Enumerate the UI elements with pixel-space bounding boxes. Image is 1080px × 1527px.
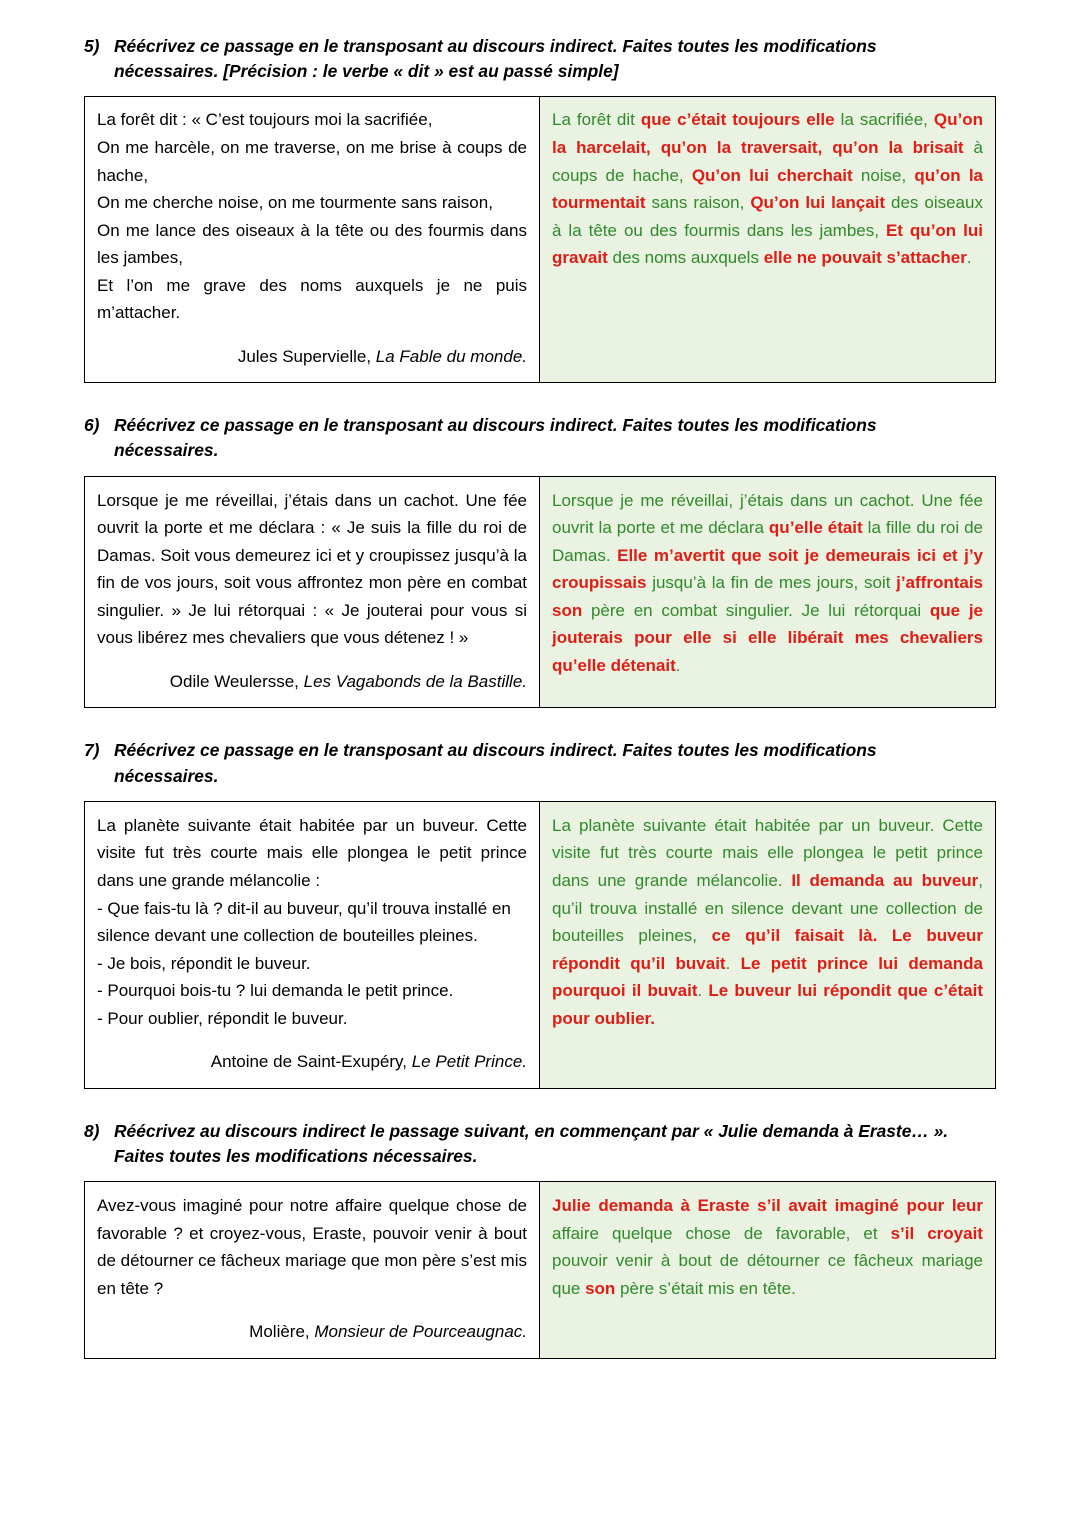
- source-title: Monsieur de Pourceaugnac.: [314, 1322, 527, 1342]
- answer-plain: père s’était mis en tête.: [620, 1278, 796, 1298]
- exercise-7-prompt-cell: [85, 802, 540, 1088]
- answer-highlight: Il demanda au buveur: [791, 870, 979, 890]
- prompt-line: On me harcèle, on me traverse, on me brise à coups de hache,: [97, 138, 527, 185]
- exercise-8-answer-cell: [540, 1182, 995, 1358]
- source-title: Les Vagabonds de la Bastille.: [303, 671, 527, 691]
- exercise-5: [84, 34, 996, 383]
- prompt-line: On me lance des oiseaux à la tête ou des fourmis dans les jambes,: [97, 220, 527, 268]
- answer-highlight: que je jouterais pour elle si elle libérait mes chevaliers qu’elle détenait: [552, 600, 984, 675]
- answer-plain: des noms auxquels: [612, 248, 764, 268]
- prompt-line: La forêt dit : « C’est toujours moi la sacrifiée,: [97, 110, 433, 130]
- answer-plain: La forêt dit: [552, 110, 641, 130]
- prompt-line: - Je bois, répondit le buveur.: [97, 953, 311, 973]
- exercise-8-table: [84, 1181, 996, 1359]
- answer-highlight: j’affrontais son: [552, 573, 984, 620]
- exercise-5-number: 5): [84, 36, 100, 56]
- answer-highlight: Le buveur lui répondit que c’était pour oublier.: [552, 981, 983, 1028]
- exercise-5-source: [97, 343, 527, 371]
- source-author: Antoine de Saint-Exupéry,: [210, 1052, 412, 1072]
- answer-plain: sans raison,: [651, 193, 751, 213]
- source-author: Jules Supervielle,: [237, 346, 376, 366]
- answer-plain: des oiseaux à la tête ou des fourmis dans les jambes,: [552, 193, 983, 240]
- answer-plain: .: [675, 655, 681, 675]
- exercise-6-instruction: Réécrivez ce passage en le transposant au discours indirect. Faites toutes les modifications nécessaires.: [114, 415, 877, 461]
- answer-plain: .: [697, 981, 709, 1001]
- answer-highlight: Et qu’on lui gravait: [552, 220, 983, 268]
- answer-plain: , qu’il trouva installé en silence devant une collection de bouteilles pleines,: [552, 870, 984, 946]
- exercise-6-heading: [84, 413, 996, 463]
- source-title: La Fable du monde.: [375, 346, 527, 366]
- answer-plain: La planète suivante était habitée par un buveur. Cette visite fut très courte mais elle plongea le petit prince dans une grande mélancolie.: [552, 815, 983, 890]
- source-author: Odile Weulersse,: [169, 671, 304, 691]
- answer-plain: affaire quelque chose de favorable, et: [552, 1223, 891, 1243]
- prompt-line: - Que fais-tu là ? dit-il au buveur, qu’il trouva installé en silence devant une collection de bouteilles pleines.: [97, 898, 511, 946]
- answer-text: [552, 106, 983, 271]
- prompt-line: - Pour oublier, répondit le buveur.: [97, 1008, 348, 1028]
- answer-text: [552, 487, 983, 680]
- exercise-6-answer-cell: [540, 477, 995, 708]
- answer-highlight: Julie demanda à Eraste s’il avait imaginé pour leur: [552, 1196, 983, 1216]
- exercise-6-source: [97, 668, 527, 696]
- exercise-5-table: [84, 96, 996, 383]
- exercise-8-source: [97, 1318, 527, 1346]
- answer-highlight: Qu’on lui lançait: [750, 193, 891, 213]
- answer-text: [552, 1192, 983, 1302]
- answer-highlight: que c’était toujours elle: [640, 110, 841, 130]
- prompt-line: - Pourquoi bois-tu ? lui demanda le petit prince.: [97, 981, 454, 1001]
- exercise-8-instruction: Réécrivez au discours indirect le passage suivant, en commençant par « Julie demanda à Eraste… ». Faites toutes les modifications nécessaires.: [114, 1120, 949, 1166]
- prompt-line: Et l’on me grave des noms auxquels je ne puis m’attacher.: [97, 275, 527, 323]
- answer-plain: la sacrifiée,: [840, 110, 934, 130]
- exercise-8-prompt-cell: [85, 1182, 540, 1358]
- answer-highlight: ce qu’il faisait là. Le buveur répondit qu’il buvait: [552, 926, 984, 973]
- exercise-8-heading: [84, 1119, 996, 1169]
- answer-plain: noise,: [860, 165, 915, 185]
- exercise-6: [84, 413, 996, 708]
- prompt-line: Lorsque je me réveillai, j’étais dans un cachot. Une fée ouvrit la porte et me déclara : « Je suis la fille du roi de Damas. Soit vous demeurez ici et y croupissez jusqu’à la fin de vos jours, soit vous affrontez mon père en combat singulier. » Je lui rétorquai : « Je jouterai pour vous si vous libérez mes chevaliers que vous détenez ! »: [97, 490, 527, 648]
- exercise-5-heading: [84, 34, 996, 84]
- answer-highlight: elle ne pouvait s’attacher: [763, 248, 967, 268]
- prompt-line: On me cherche noise, on me tourmente sans raison,: [97, 193, 493, 213]
- answer-plain: Lorsque je me réveillai, j’étais dans un cachot. Une fée ouvrit la porte et me déclara: [552, 490, 983, 538]
- answer-plain: pouvoir venir à bout de détourner ce fâcheux mariage que: [552, 1251, 983, 1298]
- exercise-5-answer-cell: [540, 97, 995, 382]
- exercise-5-instruction: Réécrivez ce passage en le transposant au discours indirect. Faites toutes les modifications nécessaires. [Précision : le verbe « dit » est au passé simple]: [114, 36, 877, 82]
- prompt-line: La planète suivante était habitée par un buveur. Cette visite fut très courte mais elle plongea le petit prince dans une grande mélancolie :: [97, 815, 527, 890]
- answer-highlight: Qu’on la harcelait, qu’on la traversait, qu’on la brisait: [552, 110, 983, 157]
- exercise-7-heading: [84, 738, 996, 788]
- answer-plain: .: [966, 248, 972, 268]
- answer-highlight: Elle m’avertit que soit je demeurais ici et j’y croupissais: [552, 545, 983, 593]
- answer-plain: père en combat singulier. Je lui rétorquai: [590, 600, 930, 620]
- answer-highlight: qu’elle était: [768, 518, 868, 538]
- answer-highlight: qu’on la tourmentait: [552, 165, 984, 213]
- exercise-7-table: [84, 801, 996, 1089]
- exercise-7-answer-cell: [540, 802, 995, 1088]
- answer-text: [552, 812, 983, 1032]
- answer-plain: la fille du roi de Damas.: [552, 518, 983, 565]
- answer-plain: jusqu’à la fin de mes jours, soit: [652, 573, 897, 593]
- exercise-6-number: 6): [84, 415, 100, 436]
- answer-plain: .: [725, 953, 741, 973]
- source-author: Molière,: [249, 1322, 315, 1342]
- prompt-line: Avez-vous imaginé pour notre affaire quelque chose de favorable ? et croyez-vous, Eraste, pouvoir venir à bout de détourner ce fâcheux mariage que mon père s’est mis en tête ?: [97, 1196, 527, 1298]
- answer-highlight: Qu’on lui cherchait: [691, 165, 861, 185]
- exercise-7-source: [97, 1048, 527, 1076]
- exercise-8-number: 8): [84, 1120, 100, 1141]
- exercise-7-instruction: Réécrivez ce passage en le transposant au discours indirect. Faites toutes les modifications nécessaires.: [114, 740, 877, 786]
- exercise-8: [84, 1119, 996, 1359]
- answer-highlight: Le petit prince lui demanda pourquoi il buvait: [552, 953, 983, 1001]
- exercise-6-prompt-cell: [85, 477, 540, 708]
- answer-highlight: son: [585, 1278, 621, 1298]
- exercise-7-number: 7): [84, 740, 100, 761]
- answer-highlight: s’il croyait: [890, 1223, 983, 1243]
- exercise-5-prompt-cell: [85, 97, 540, 382]
- source-title: Le Petit Prince.: [411, 1052, 527, 1072]
- answer-plain: à coups de hache,: [552, 138, 983, 185]
- exercise-7: [84, 738, 996, 1088]
- exercise-6-table: [84, 476, 996, 709]
